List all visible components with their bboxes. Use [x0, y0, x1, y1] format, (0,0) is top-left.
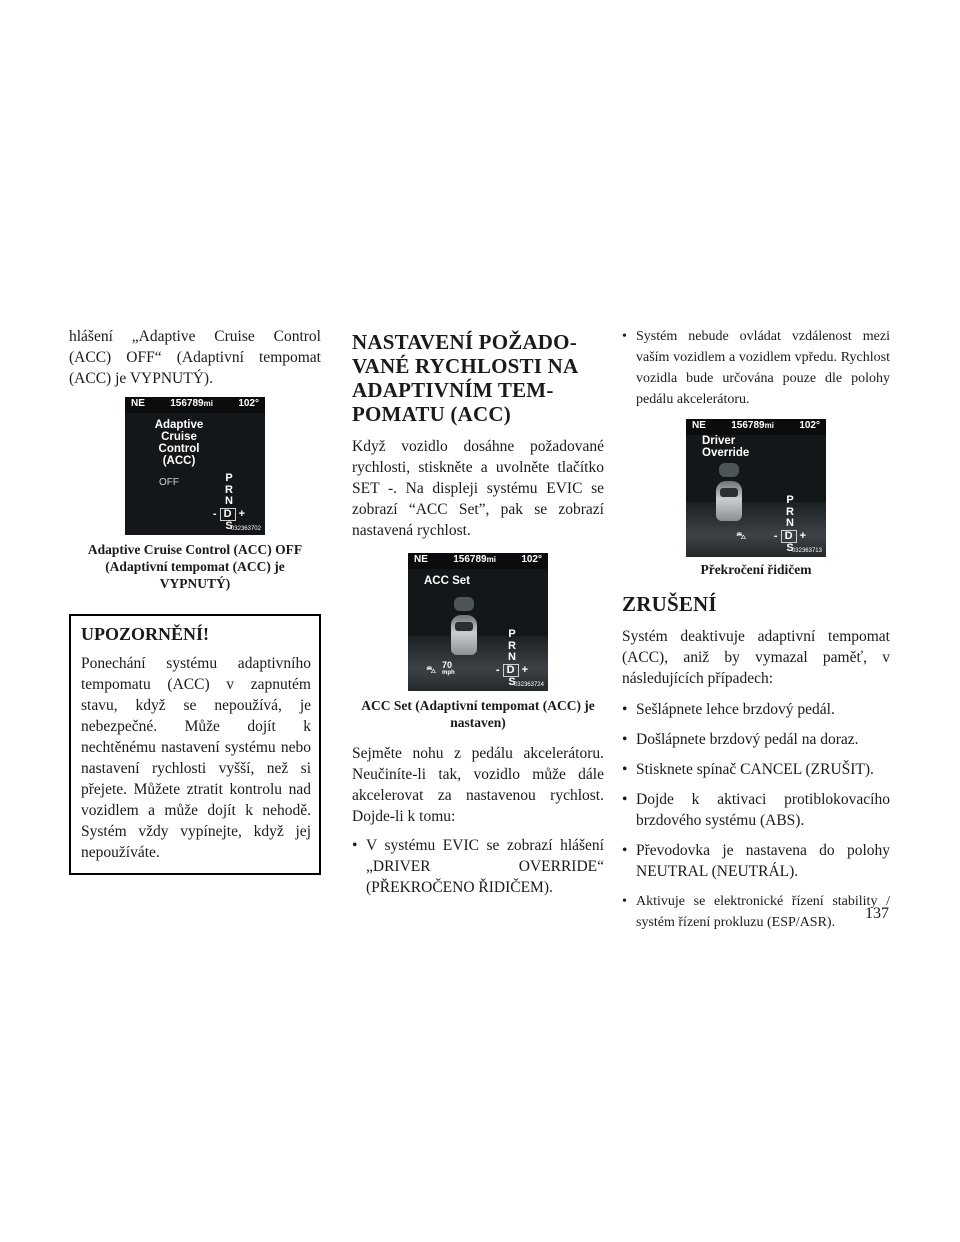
page-number: 137: [865, 905, 889, 922]
figure-caption: Překročení řidičem: [700, 562, 812, 577]
compass-readout: NE: [692, 420, 706, 431]
odometer-readout: 156789: [453, 554, 487, 565]
gear-indicator: P R N - D + S: [495, 628, 529, 688]
gear-indicator: P R N - D + S: [773, 494, 807, 554]
figure-caption: Adaptive Cruise Control (ACC) OFF (Adaptivní tempomat (ACC) je VYPNUTÝ): [87, 542, 303, 591]
odometer-unit: mi: [203, 399, 213, 408]
set-speed-readout: 70 mph: [442, 660, 455, 676]
temperature-readout: 102°: [521, 554, 542, 565]
compass-readout: NE: [414, 554, 428, 565]
evic-status-bar: [131, 398, 259, 409]
list-item: • Došlápnete brzdový pedál na doraz.: [622, 729, 890, 750]
evic-display-acc-off: [125, 397, 265, 535]
odometer-readout: 156789: [170, 398, 204, 409]
figure-code: 032363713: [791, 548, 822, 554]
lead-vehicle-icon: [719, 463, 739, 477]
odometer-unit: mi: [486, 555, 496, 564]
intro-paragraph: hlášení „Adaptive Cruise Control (ACC) OFF“ (Adaptivní tempomat (ACC) je VYPNUTÝ).: [69, 328, 321, 387]
vehicle-icon: [716, 481, 742, 521]
vehicle-icon: [451, 615, 477, 655]
column-right: [622, 326, 890, 942]
odometer-readout: 156789: [731, 420, 765, 431]
acc-distance-icon: ⛍: [736, 531, 747, 542]
override-paragraph: Sejměte nohu z pedálu akcelerátoru. Neučiníte-li tak, vozidlo může dále akcelerovat za nastavenou rychlost. Dojde-li k tomu:: [352, 745, 604, 825]
temperature-readout: 102°: [238, 398, 259, 409]
bullet-list: [352, 835, 604, 898]
acc-distance-icon: ⛍: [426, 665, 437, 676]
list-item: • Sešlápnete lehce brzdový pedál.: [622, 699, 890, 720]
figure-code: 032363724: [513, 682, 544, 688]
list-item: • Stisknete spínač CANCEL (ZRUŠIT).: [622, 759, 890, 780]
bullet-list: [622, 699, 890, 933]
column-middle: [352, 330, 604, 907]
list-item: • Systém nebude ovládat vzdálenost mezi vaším vozidlem a vozidlem vpředu. Rychlost vozidla bude určována pouze dle polohy pedálu akcelerátoru.: [622, 326, 890, 410]
warning-text: Ponechání systému adaptivního tempomatu (ACC) v zapnutém stavu, když se nepoužívá, je nebezpečné. Může dojít k nechtěnému nastavení systému nebo nastavení rychlosti vyšší, než si přejete. Můžete ztratit kontrolu nad vozidlem a může dojít k nehodě. Systém vždy vypínejte, když jej nepoužíváte.: [81, 655, 311, 861]
gear-indicator: P R N - D + S: [212, 472, 246, 532]
odometer-unit: mi: [764, 421, 774, 430]
evic-message: ACC Set: [424, 575, 471, 587]
temperature-readout: 102°: [799, 420, 820, 431]
evic-message: Driver Override: [702, 435, 750, 459]
figure-caption: ACC Set (Adaptivní tempomat (ACC) je nastaven): [361, 698, 595, 730]
column-left: [69, 326, 321, 875]
evic-display-driver-override: [686, 419, 826, 557]
warning-title: UPOZORNĚNÍ!: [81, 624, 210, 644]
cancel-paragraph: Systém deaktivuje adaptivní tempomat (ACC), aniž by vymazal paměť, v následujících případech:: [622, 628, 890, 687]
evic-status-bar: [692, 420, 820, 431]
evic-status-bar: [414, 554, 542, 565]
lead-vehicle-icon: [454, 597, 474, 611]
list-item: • Dojde k aktivaci protiblokovacího brzdového systému (ABS).: [622, 789, 890, 831]
list-item: • Převodovka je nastavena do polohy NEUTRAL (NEUTRÁL).: [622, 840, 890, 882]
section-heading-set-speed: NASTAVENÍ POŽADO- VANÉ RYCHLOSTI NA ADAPTIVNÍM TEM- POMATU (ACC): [352, 330, 579, 426]
compass-readout: NE: [131, 398, 145, 409]
section-heading-cancel: ZRUŠENÍ: [622, 592, 717, 616]
list-item: • V systému EVIC se zobrazí hlášení „DRIVER OVERRIDE“ (PŘEKROČENO ŘIDIČEM).: [352, 835, 604, 898]
set-speed-paragraph: Když vozidlo dosáhne požadované rychlosti, stiskněte a uvolněte tlačítko SET -. Na displeji systému EVIC se zobrazí “ACC Set”, pak se zobrazí nastavená rychlost.: [352, 438, 604, 539]
warning-box: [69, 614, 321, 875]
evic-status-off: OFF: [159, 477, 179, 488]
figure-code: 032363702: [230, 526, 261, 532]
evic-message: Adaptive Cruise Control (ACC): [154, 419, 204, 467]
evic-display-acc-set: [408, 553, 548, 691]
list-item: • Aktivuje se elektronické řízení stability / systém řízení prokluzu (ESP/ASR).: [622, 891, 890, 933]
bullet-list: [622, 326, 890, 410]
